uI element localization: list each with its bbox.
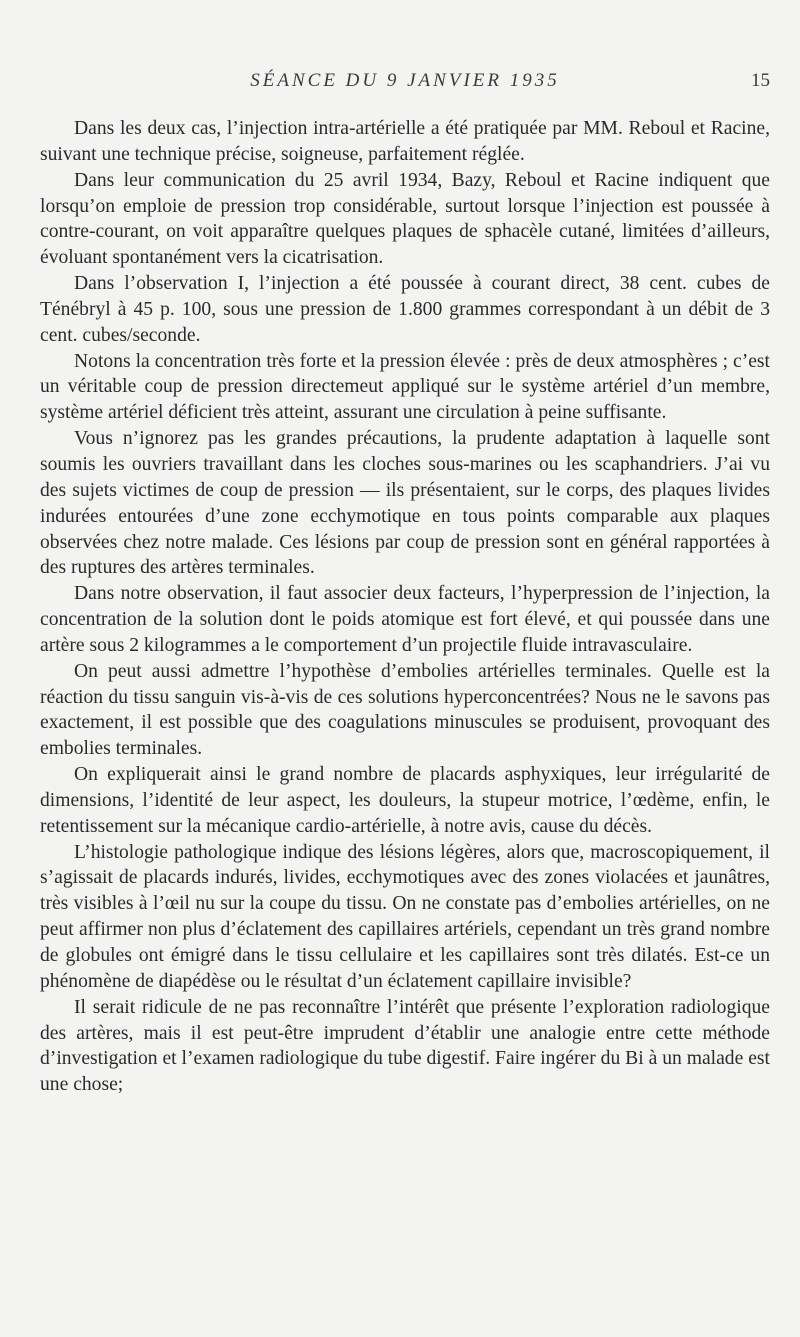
paragraph: On expliquerait ainsi le grand nombre de placards asphyxiques, leur irrégularité de dimensions, l’identité de leur aspect, les douleurs, la stupeur motrice, l’œdème, enfin, le retentissement sur la mécanique cardio-artérielle, à notre avis, cause du décès. [40, 764, 770, 837]
running-header [40, 70, 770, 98]
running-title: SÉANCE DU 9 JANVIER 1935 [250, 70, 560, 91]
paragraph: Dans notre observation, il faut associer deux facteurs, l’hyperpression de l’injection, la concentration de la solution dont le poids atomique est fort élevé, et qui poussée dans une artère sous 2 kilogrammes a le comportement d’un projectile fluide intravasculaire. [40, 583, 770, 656]
page-number: 15 [751, 70, 770, 91]
paragraph: Dans les deux cas, l’injection intra-artérielle a été pratiquée par MM. Reboul et Racine, suivant une technique précise, soigneuse, parfaitement réglée. [40, 118, 770, 165]
paragraph: Il serait ridicule de ne pas reconnaître l’intérêt que présente l’exploration radiologique des artères, mais il est peut-être imprudent d’établir une analogie entre cette méthode d’investigation et l’examen radiologique du tube digestif. Faire ingérer du Bi à un malade est une chose; [40, 996, 770, 1096]
paragraph: L’histologie pathologique indique des lésions légères, alors que, macroscopiquement, il s’agissait de placards indurés, livides, ecchymotiques avec des zones violacées et jaunâtres, très visibles à l’œil nu sur la coupe du tissu. On ne constate pas d’embolies artérielles, on ne peut affirmer non plus d’éclatement des capillaires artériels, cependant un très grand nombre de globules ont émigré dans le tissu cellulaire et les capillaires sont très dilatés. Est-ce un phénomène de diapédèse ou le résultat d’un éclatement capillaire invisible? [40, 841, 770, 992]
paragraph: On peut aussi admettre l’hypothèse d’embolies artérielles terminales. Quelle est la réaction du tissu sanguin vis-à-vis de ces solutions hyperconcentrées? Nous ne le savons pas exactement, il est possible que des coagulations minuscules se produisent, provoquant des embolies terminales. [40, 660, 770, 760]
paragraph: Vous n’ignorez pas les grandes précautions, la prudente adaptation à laquelle sont soumis les ouvriers travaillant dans les cloches sous-marines ou les scaphandriers. J’ai vu des sujets victimes de coup de pression — ils présentaient, sur le corps, des plaques livides indurées entourées d’une zone ecchymotique en tous points comparable aux plaques observées chez notre malade. Ces lésions par coup de pression sont en général rapportées à des ruptures des artères terminales. [40, 428, 770, 579]
paragraph: Dans l’observation I, l’injection a été poussée à courant direct, 38 cent. cubes de Ténébryl à 45 p. 100, sous une pression de 1.800 grammes correspondant à un débit de 3 cent. cubes/seconde. [40, 273, 770, 346]
paragraph: Dans leur communication du 25 avril 1934, Bazy, Reboul et Racine indiquent que lorsqu’on emploie de pression trop considérable, surtout lorsque l’injection est poussée à contre-courant, on voit apparaître quelques plaques de sphacèle cutané, limitées d’ailleurs, évoluant spontanément vers la cicatrisation. [40, 169, 770, 269]
paragraph: Notons la concentration très forte et la pression élevée : près de deux atmosphères ; c’est un véritable coup de pression directemeut appliqué sur le système artériel d’un membre, système artériel déficient très atteint, assurant une circulation à peine suffisante. [40, 350, 770, 424]
body-text [40, 116, 770, 1098]
